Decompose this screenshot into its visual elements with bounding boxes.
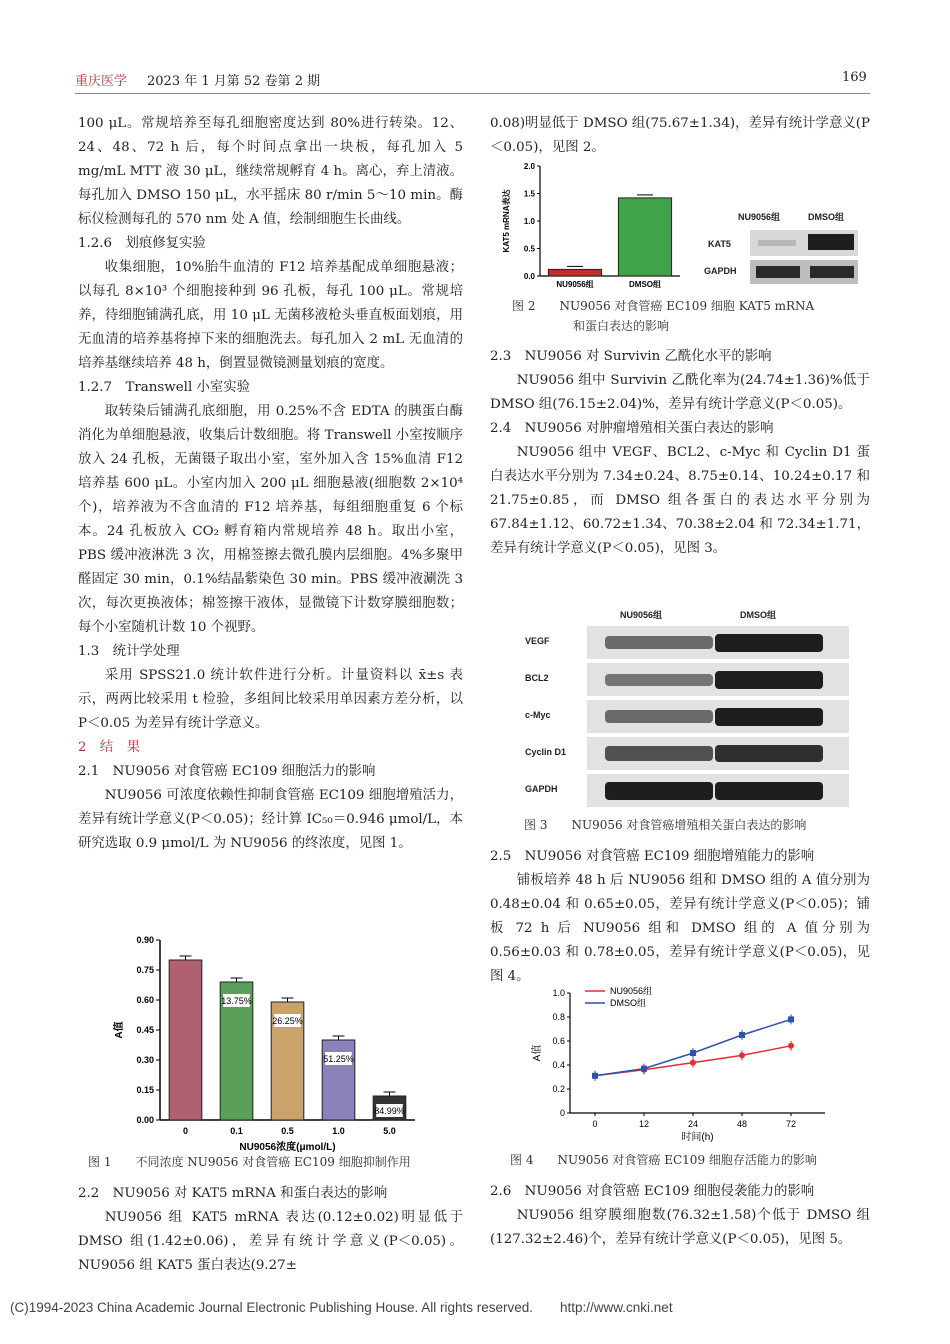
blot-band	[715, 671, 823, 689]
band-weak	[758, 240, 796, 246]
right-column-mid	[490, 345, 870, 561]
issue-date: 2023 年 1 月第 52 卷第 2 期	[147, 74, 321, 89]
blot-band	[715, 745, 823, 762]
y-tick-label: 0.0	[523, 272, 535, 281]
bar	[169, 960, 202, 1120]
data-point	[592, 1073, 598, 1079]
paragraph: NU9056 组中 VEGF、BCL2、c-Myc 和 Cyclin D1 蛋白表达水平分别为 7.34±0.24、8.75±0.14、10.24±0.17 和 21.75±0.85，而 DMSO 组各蛋白的表达水平分别为 67.84±1.12、60.72±1.34、70.38±2.04 和 72.34±1.71，差异有统计学意义(P＜0.05)，见图 3。	[490, 445, 870, 556]
page-number: 169	[842, 70, 867, 85]
x-tick-label: 72	[785, 1119, 797, 1129]
blot-band	[715, 634, 823, 652]
blot-band	[605, 636, 713, 649]
lane-label: NU9056组	[620, 610, 663, 620]
x-axis-label: 时间(h)	[681, 1132, 714, 1143]
paragraph: NU9056 组中 Survivin 乙酰化率为(24.74±1.36)%低于 DMSO 组(76.15±2.04)%，差异有统计学意义(P＜0.05)。	[490, 373, 870, 412]
bar-label: 51.25%	[323, 1054, 354, 1064]
blot-band-row	[587, 774, 849, 807]
y-tick-label: 0.75	[136, 965, 154, 975]
x-tick-label: NU9056组	[556, 280, 594, 289]
blot-band	[605, 674, 713, 686]
y-axis-label: A值	[532, 1044, 543, 1062]
section-heading: 2.3 NU9056 对 Survivin 乙酰化水平的影响	[490, 349, 772, 364]
band-strong	[756, 266, 800, 278]
section-heading: 2.4 NU9056 对肿瘤增殖相关蛋白表达的影响	[490, 421, 774, 436]
y-tick-label: 0.6	[552, 1036, 565, 1046]
x-tick-label: 0	[182, 1126, 189, 1136]
data-point	[788, 1016, 794, 1022]
y-tick-label: 0.45	[136, 1025, 154, 1035]
paragraph: 铺板培养 48 h 后 NU9056 组和 DMSO 组的 A 值分别为 0.48±0.04 和 0.65±0.05，差异有统计学意义(P＜0.05)；铺板 72 h 后 NU9056 组和 DMSO 组的 A 值分别为 0.56±0.03 和 0.78±0.05，差异有统计学意义(P＜0.05)，见图 4。	[490, 873, 870, 984]
row-label: GAPDH	[525, 784, 558, 794]
paragraph: 收集细胞，10%胎牛血清的 F12 培养基配成单细胞悬液；以每孔 8×10³ 个细胞接种到 96 孔板，每孔 100 μL。常规培养，待细胞铺满孔底，用 10 μL 无菌移液枪头垂直板面划痕，用无血清的培养基将掉下来的细胞洗去。每孔加入 2 mL 无血清的培养基继续培养 48 h，倒置显微镜测量划痕的宽度。	[78, 260, 463, 371]
left-column	[78, 112, 463, 856]
lane-label: NU9056组	[738, 212, 781, 222]
y-tick-label: 0.00	[136, 1115, 154, 1125]
data-point	[739, 1032, 745, 1038]
paragraph: NU9056 可浓度依赖性抑制食管癌 EC109 细胞增殖活力，差异有统计学意义(P＜0.05)；经计算 IC₅₀＝0.946 μmol/L，本研究选取 0.9 μmol/L 为 NU9056 的终浓度，见图 1。	[78, 788, 463, 851]
x-tick-label: 48	[736, 1119, 748, 1129]
y-tick-label: 0.8	[552, 1012, 565, 1022]
y-tick-label: 0.5	[523, 244, 535, 254]
y-tick-label: 0.15	[136, 1085, 154, 1095]
bar	[618, 198, 671, 276]
figure-4-chart	[520, 983, 850, 1148]
blot-band-row	[587, 626, 849, 659]
y-tick-label: 2.0	[523, 162, 535, 171]
y-axis-label: A值	[114, 1021, 125, 1039]
row-label: GAPDH	[704, 266, 737, 276]
blot-band-row	[587, 663, 849, 696]
right-column-bottom	[490, 1180, 870, 1252]
section-heading: 2.6 NU9056 对食管癌 EC109 细胞侵袭能力的影响	[490, 1184, 815, 1199]
journal-name: 重庆医学	[75, 74, 128, 89]
data-point	[788, 1043, 794, 1049]
y-axis-label: KAT5 mRNA表达	[502, 189, 511, 253]
row-label: VEGF	[525, 636, 550, 646]
section-heading: 1.2.7 Transwell 小室实验	[78, 380, 251, 395]
section-heading: 1.2.6 划痕修复实验	[78, 236, 206, 251]
y-tick-label: 0.2	[552, 1084, 565, 1094]
y-tick-label: 0.90	[136, 935, 154, 945]
section-heading: 2.2 NU9056 对 KAT5 mRNA 和蛋白表达的影响	[78, 1186, 388, 1201]
section-heading: 2 结 果	[78, 740, 141, 755]
figure-3-caption: 图 3 NU9056 对食管癌增殖相关蛋白表达的影响	[524, 818, 807, 832]
blot-band-row	[587, 700, 849, 733]
figure-1-chart	[110, 930, 430, 1155]
lane-label: DMSO组	[740, 610, 777, 620]
left-column-bottom	[78, 1182, 463, 1278]
blot-band	[605, 710, 713, 723]
blot-band	[715, 708, 823, 726]
row-label: c-Myc	[525, 710, 551, 720]
legend-label: DMSO组	[610, 998, 647, 1008]
blot-band-row	[587, 737, 849, 770]
x-axis-label: NU9056浓度(μmol/L)	[239, 1142, 336, 1153]
x-tick-label: 0.5	[281, 1126, 294, 1136]
y-tick-label: 1.0	[523, 217, 535, 226]
figure-4-caption: 图 4 NU9056 对食管癌 EC109 细胞存活能力的影响	[510, 1153, 817, 1167]
lane-label: DMSO组	[808, 212, 845, 222]
data-point	[641, 1066, 647, 1072]
y-tick-label: 1.5	[523, 189, 535, 199]
band-strong	[808, 234, 854, 250]
paragraph: NU9056 组穿膜细胞数(76.32±1.58)个低于 DMSO 组(127.32±2.46)个，差异有统计学意义(P＜0.05)，见图 5。	[490, 1208, 870, 1247]
row-label: Cyclin D1	[525, 747, 567, 757]
blot-band-row	[750, 260, 858, 284]
figure-2-chart	[495, 158, 695, 293]
y-tick-label: 0.4	[552, 1060, 565, 1070]
x-tick-label: 1.0	[332, 1126, 345, 1136]
legend-label: NU9056组	[610, 986, 653, 996]
section-heading: 2.1 NU9056 对食管癌 EC109 细胞活力的影响	[78, 764, 376, 779]
blot-band	[715, 782, 823, 800]
figure-2-caption: 图 2 NU9056 对食管癌 EC109 细胞 KAT5 mRNA	[512, 299, 815, 313]
paragraph: 采用 SPSS21.0 统计软件进行分析。计量资料以 x̄±s 表示，两两比较采用 t 检验，多组间比较采用单因素方差分析，以 P＜0.05 为差异有统计学意义。	[78, 668, 463, 731]
figure-2-caption-cont: 和蛋白表达的影响	[573, 319, 670, 333]
figure-1-caption: 图 1 不同浓度 NU9056 对食管癌 EC109 细胞抑制作用	[88, 1155, 411, 1169]
row-label: BCL2	[525, 673, 549, 683]
blot-band	[605, 746, 713, 760]
paragraph: 100 μL。常规培养至每孔细胞密度达到 80%进行转染。12、24、48、72 h 后，每个时间点拿出一块板，每孔加入 5 mg/mL MTT 液 30 μL，继续常规孵育 4 h。离心，弃上清液。每孔加入 DMSO 150 μL，水平摇床 80 r/min 5～10 min。酶标仪检测每孔的 570 nm 处 A 值，绘制细胞生长曲线。	[78, 116, 463, 227]
right-column-top	[490, 112, 870, 160]
row-label: KAT5	[708, 239, 731, 249]
bar-label: 26.25%	[272, 1016, 303, 1026]
bar	[548, 269, 601, 276]
header-rule	[75, 93, 870, 94]
blot-band	[605, 782, 713, 800]
paragraph: 取转染后铺满孔底细胞，用 0.25%不含 EDTA 的胰蛋白酶消化为单细胞悬液，收集后计数细胞。将 Transwell 小室按顺序放入 24 孔板，无菌镊子取出小室，室外加入含 15%血清 F12 培养基 600 μL。小室内加入 200 μL 细胞悬液(细胞数 2×10⁴ 个)，培养液为不含血清的 F12 培养基，每组细胞重复 6 个标本。24 孔板放入 CO₂ 孵育箱内常规培养 48 h。取出小室，PBS 缓冲液淋洗 3 次，用棉签擦去微孔膜内层细胞。4%多聚甲醛固定 30 min，0.1%结晶紫染色 30 min。PBS 缓冲液涮洗 3 次，每次更换液体；棉签擦干液体，显微镜下计数穿膜细胞数；每个小室随机计数 10 个视野。	[78, 404, 463, 635]
copyright-footer: (C)1994-2023 China Academic Journal Electronic Publishing House. All rights reserved. http://www.cnki.net	[10, 1300, 673, 1315]
right-column-lower	[490, 845, 870, 989]
figure-3-blot	[525, 608, 850, 813]
section-heading: 2.5 NU9056 对食管癌 EC109 细胞增殖能力的影响	[490, 849, 815, 864]
paragraph: NU9056 组 KAT5 mRNA 表达(0.12±0.02)明显低于 DMSO 组(1.42±0.06)，差异有统计学意义(P＜0.05)。NU9056 组 KAT5 蛋白表达(9.27±	[78, 1210, 463, 1273]
paragraph: 0.08)明显低于 DMSO 组(75.67±1.34)，差异有统计学意义(P＜0.05)，见图 2。	[490, 116, 870, 155]
x-tick-label: DMSO组	[629, 280, 661, 289]
blot-band-row	[750, 230, 858, 256]
data-point	[690, 1060, 696, 1066]
x-tick-label: 12	[638, 1119, 650, 1129]
band-strong	[810, 266, 854, 278]
x-tick-label: 0.1	[230, 1126, 243, 1136]
x-tick-label: 0	[592, 1119, 598, 1129]
figure-2-blot	[700, 210, 860, 285]
section-heading: 1.3 统计学处理	[78, 644, 180, 659]
y-tick-label: 1.0	[552, 988, 565, 998]
data-point	[690, 1050, 696, 1056]
bar-label: 13.75%	[221, 996, 252, 1006]
y-tick-label: 0.60	[136, 995, 154, 1005]
y-tick-label: 0.30	[136, 1055, 154, 1065]
bar-label: 84.99%	[374, 1106, 405, 1116]
y-tick-label: 0	[559, 1108, 565, 1118]
data-point	[739, 1052, 745, 1058]
x-tick-label: 5.0	[383, 1126, 396, 1136]
x-tick-label: 24	[687, 1119, 699, 1129]
